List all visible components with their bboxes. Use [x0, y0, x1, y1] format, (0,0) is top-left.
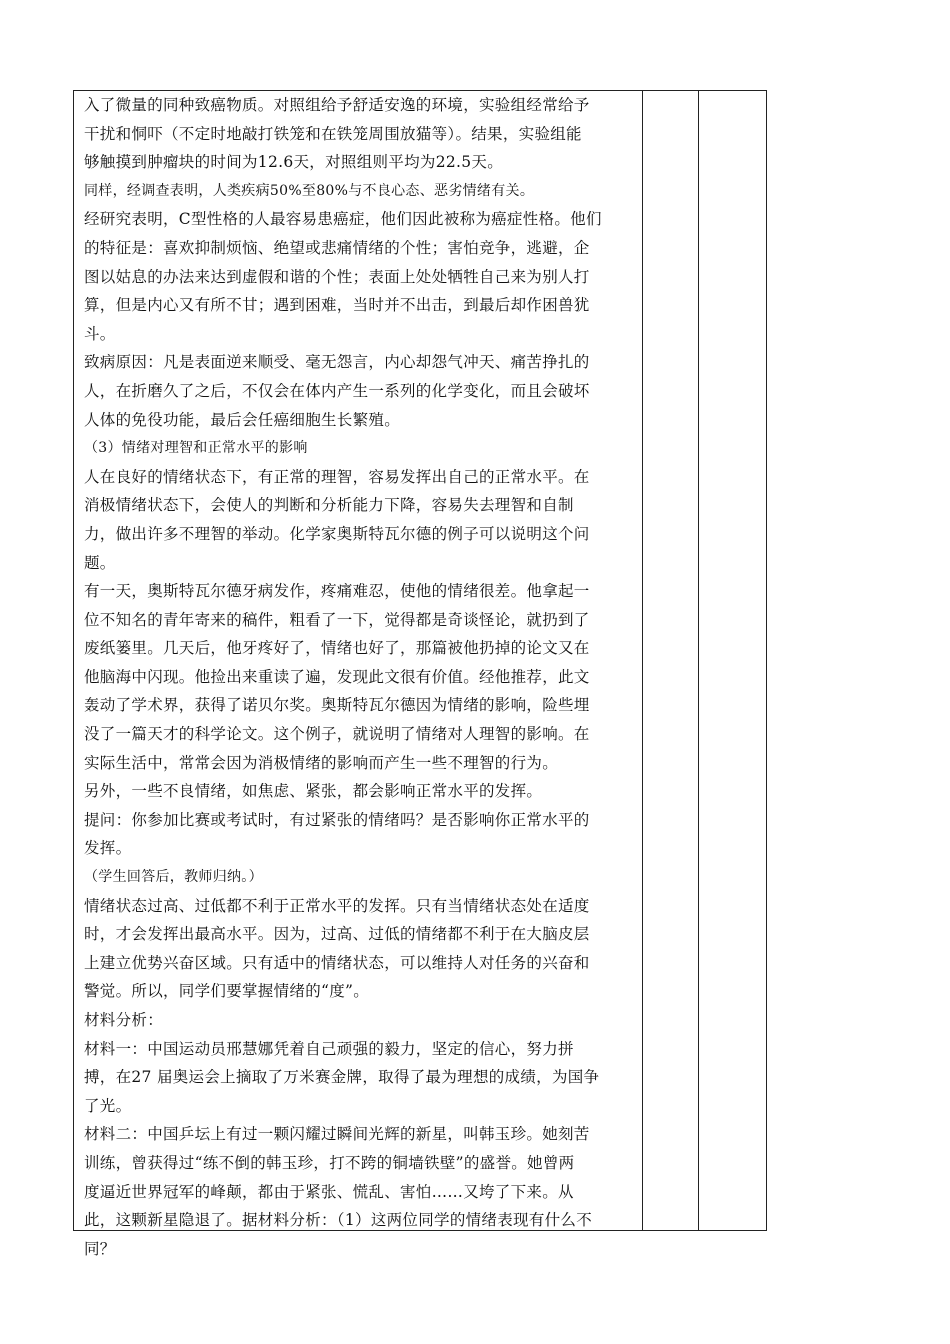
text-line: 此，这颗新星隐退了。据材料分析：（1）这两位同学的情绪表现有什么不 — [84, 1211, 593, 1230]
text-line: 人体的免役功能，最后会任癌细胞生长繁殖。 — [84, 410, 401, 429]
text-line: 轰动了学术界，获得了诺贝尔奖。奥斯特瓦尔德因为情绪的影响，险些埋 — [84, 696, 590, 715]
column-divider-2 — [698, 91, 699, 1230]
text-line: 时，才会发挥出最高水平。因为，过高、过低的情绪都不利于在大脑皮层 — [84, 925, 590, 944]
text-line: 材料一：中国运动员邢慧娜凭着自己顽强的毅力，坚定的信心，努力拼 — [84, 1039, 574, 1058]
text-line: 斗。 — [84, 324, 116, 343]
text-line: 的特征是：喜欢抑制烦恼、绝望或悲痛情绪的个性；害怕竞争，逃避，企 — [84, 238, 590, 257]
text-line: 干扰和恫吓（不定时地敲打铁笼和在铁笼周围放猫等）。结果，实验组能 — [84, 124, 582, 143]
text-line: 消极情绪状态下，会使人的判断和分析能力下降，容易失去理智和自制 — [84, 496, 574, 515]
text-line: 度逼近世界冠军的峰颠，都由于紧张、慌乱、害怕……又垮了下来。从 — [84, 1182, 574, 1201]
text-line: 有一天，奥斯特瓦尔德牙病发作，疼痛难忍，使他的情绪很差。他拿起一 — [84, 582, 590, 601]
text-line: 发挥。 — [84, 839, 132, 858]
text-line: 够触摸到肿瘤块的时间为12.6天，对照组则平均为22.5天。 — [84, 153, 504, 172]
text-line: 经研究表明，C型性格的人最容易患癌症，他们因此被称为癌症性格。他们 — [84, 210, 602, 229]
text-line: 另外，一些不良情绪，如焦虑、紧张，都会影响正常水平的发挥。 — [84, 782, 543, 801]
text-line: 致病原因：凡是表面逆来顺受、毫无怨言，内心却怨气冲天、痛苦挣扎的 — [84, 353, 590, 372]
text-line: 没了一篇天才的科学论文。这个例子，就说明了情绪对人理智的影响。在 — [84, 725, 590, 744]
text-line: 实际生活中，常常会因为消极情绪的影响而产生一些不理智的行为。 — [84, 753, 559, 772]
text-line: 警觉。所以，同学们要掌握情绪的“度”。 — [84, 982, 370, 1001]
text-line: 人，在折磨久了之后，不仅会在体内产生一系列的化学变化，而且会破坏 — [84, 381, 590, 400]
text-line: 训练，曾获得过“练不倒的韩玉珍，打不跨的铜墙铁壁”的盛誉。她曾两 — [84, 1153, 575, 1172]
text-line: 图以姑息的办法来达到虚假和谐的个性；表面上处处牺牲自己来为别人打 — [84, 267, 590, 286]
section-heading: （3）情绪对理智和正常水平的影响 — [84, 440, 308, 457]
text-line: 他脑海中闪现。他捡出来重读了遍，发现此文很有价值。经他推荐，此文 — [84, 667, 590, 686]
text-line: 题。 — [84, 553, 116, 572]
text-line: 力，做出许多不理智的举动。化学家奥斯特瓦尔德的例子可以说明这个问 — [84, 524, 590, 543]
lesson-table — [73, 90, 767, 1258]
text-line: 了光。 — [84, 1096, 132, 1115]
text-line: 搏，在27 届奥运会上摘取了万米赛金牌，取得了最为理想的成绩，为国争 — [84, 1068, 600, 1087]
text-line: 材料分析： — [84, 1011, 164, 1029]
text-line: 材料二：中国乒坛上有过一颗闪耀过瞬间光辉的新星，叫韩玉珍。她刻苦 — [84, 1125, 590, 1144]
text-line: （学生回答后，教师归纳。） — [84, 869, 263, 886]
text-line: 位不知名的青年寄来的稿件，粗看了一下，觉得都是奇谈怪论，就扔到了 — [84, 610, 590, 629]
text-line: 同样，经调查表明，人类疾病50%至80%与不良心态、恶劣情绪有关。 — [84, 182, 535, 199]
content-cell — [84, 91, 642, 1263]
text-line: 上建立优势兴奋区域。只有适中的情绪状态，可以维持人对任务的兴奋和 — [84, 953, 590, 972]
text-line: 同？ — [84, 1239, 116, 1258]
text-line: 提问：你参加比赛或考试时，有过紧张的情绪吗？是否影响你正常水平的 — [84, 810, 590, 829]
text-line: 算，但是内心又有所不甘；遇到困难，当时并不出击，到最后却作困兽犹 — [84, 296, 590, 315]
text-line: 废纸篓里。几天后，他牙疼好了，情绪也好了，那篇被他扔掉的论文又在 — [84, 639, 590, 658]
text-line: 情绪状态过高、过低都不利于正常水平的发挥。只有当情绪状态处在适度 — [84, 896, 590, 915]
column-divider-1 — [642, 91, 643, 1230]
text-line: 人在良好的情绪状态下，有正常的理智，容易发挥出自己的正常水平。在 — [84, 467, 590, 486]
text-line: 入了微量的同种致癌物质。对照组给予舒适安逸的环境，实验组经常给予 — [84, 96, 590, 114]
